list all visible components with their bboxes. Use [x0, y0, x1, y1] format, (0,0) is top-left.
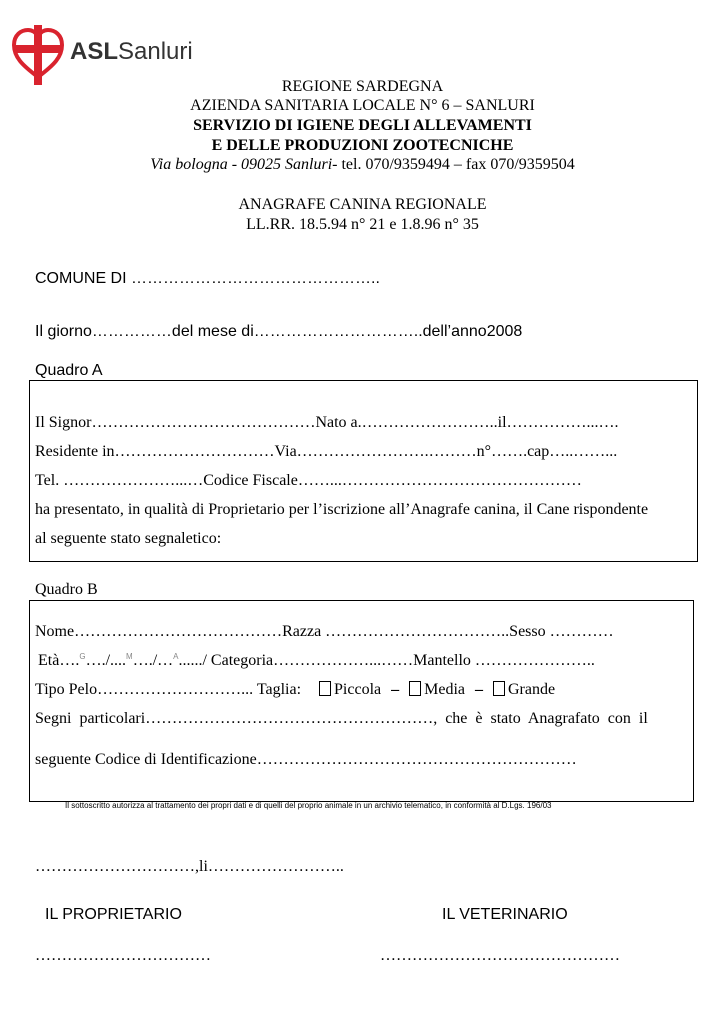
header-address: Via bologna - 09025 Sanluri- tel. 070/9359494 – fax 070/9359504 — [150, 156, 575, 173]
owner-signature-line[interactable]: …………………………… — [35, 947, 211, 964]
taglia-grande-option[interactable]: Grande — [493, 681, 555, 698]
checkbox-icon[interactable] — [409, 681, 421, 696]
segni-particolari-field[interactable]: Segni particolari………………………………………………, che è stato Anagrafato con il — [35, 710, 648, 727]
header-region: REGIONE SARDEGNA — [281, 78, 444, 95]
date-field[interactable]: Il giorno……………del mese di…………………………..dell’anno2008 — [35, 323, 523, 340]
vet-signature-line[interactable]: ……………………………………… — [380, 947, 620, 964]
tipo-pelo-field[interactable]: Tipo Pelo………………………... Taglia: — [35, 681, 302, 698]
comune-field[interactable]: COMUNE DI ……………………………………….. — [35, 270, 380, 287]
checkbox-icon[interactable] — [493, 681, 505, 696]
taglia-media-option[interactable]: Media — [409, 681, 465, 698]
registry-law: LL.RR. 18.5.94 n° 21 e 1.8.96 n° 35 — [246, 216, 479, 233]
nome-razza-sesso-field[interactable]: Nome…………………………………Razza ……………………………..Sesso ………… — [35, 623, 614, 640]
place-date-field[interactable]: …………………………,li…………………….. — [35, 858, 344, 875]
quadro-b-title: Quadro B — [35, 581, 98, 598]
taglia-piccola-option[interactable]: Piccola — [319, 681, 381, 698]
quadro-b-box — [29, 600, 694, 802]
privacy-consent-note: Il sottoscritto autorizza al trattamento dei propri dati e di quelli del proprio animale in un archivio telematico, in conformità al D.Lgs. 196/03 — [65, 801, 552, 810]
quadro-a-statement: ha presentato, in qualità di Proprietario per l’iscrizione all’Anagrafe canina, il Cane rispondente — [35, 501, 649, 518]
codice-identificazione-field[interactable]: seguente Codice di Identificazione…………………………………………………… — [35, 751, 577, 768]
header-produzioni: E DELLE PRODUZIONI ZOOTECNICHE — [211, 137, 514, 154]
header-azienda: AZIENDA SANITARIA LOCALE N° 6 – SANLURI — [190, 97, 535, 114]
signor-field[interactable]: Il Signor……………………………………Nato a.……………………..il……………...…. — [35, 414, 619, 431]
quadro-a-statement-end: al seguente stato segnaletico: — [35, 530, 222, 547]
residente-field[interactable]: Residente in…………………………Via…………………….………n°…….cap…..……... — [35, 443, 618, 460]
checkbox-icon[interactable] — [319, 681, 331, 696]
asl-brand-text: ASLSanluri — [70, 38, 193, 65]
header-servizio: SERVIZIO DI IGIENE DEGLI ALLEVAMENTI — [193, 117, 532, 134]
owner-label: IL PROPRIETARIO — [45, 906, 182, 923]
vet-label: IL VETERINARIO — [442, 906, 568, 923]
tipo-pelo-taglia-row: Tipo Pelo………………………... Taglia: Piccola – Media – Grande — [35, 681, 556, 698]
quadro-a-title: Quadro A — [35, 362, 103, 379]
quadro-a-box — [29, 380, 698, 562]
tel-cf-field[interactable]: Tel. …………………...…Codice Fiscale……...……………………………………… — [35, 472, 582, 489]
registry-title: ANAGRAFE CANINA REGIONALE — [238, 196, 487, 213]
eta-categoria-field[interactable]: Età….$^G$…./....$^M$…./…$^A$....../ Categoria………………...……Mantello ………………….. — [38, 652, 595, 669]
